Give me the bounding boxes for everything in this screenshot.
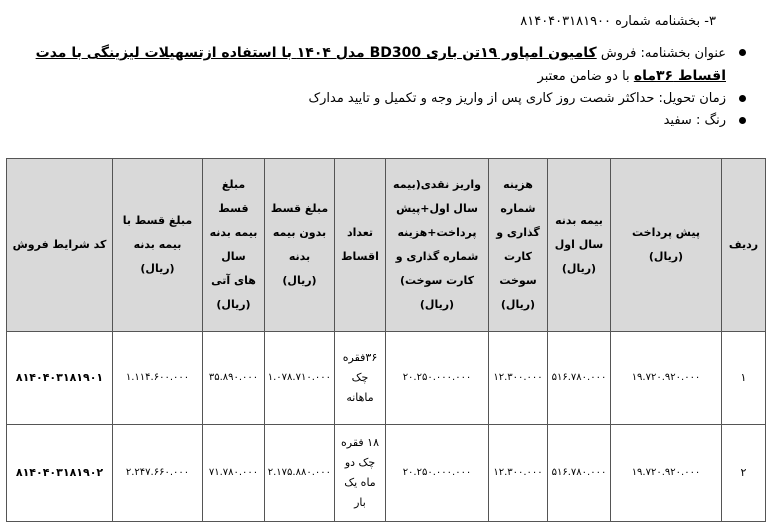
cell-sale-code: ۸۱۴۰۴۰۳۱۸۱۹۰۲	[7, 425, 113, 522]
cell-installments-count: ۳۶فقره چک ماهانه	[335, 332, 386, 425]
cell-installment-with-insurance: ۲.۲۴۷.۶۶۰.۰۰۰	[113, 425, 203, 522]
cell-installment-future-insurance: ۳۵.۸۹۰.۰۰۰	[203, 332, 265, 425]
cell-insurance: ۵۱۶.۷۸۰.۰۰۰	[548, 332, 611, 425]
header-prepayment: پیش پرداخت (ریال)	[611, 159, 722, 332]
cell-cash-deposit: ۲۰.۲۵۰.۰۰۰.۰۰۰	[386, 425, 489, 522]
sales-conditions-table-wrap	[7, 158, 766, 522]
header-installment-future-insurance: مبلغ قسط بیمه بدنه سال های آتی (ریال)	[203, 159, 265, 332]
cell-row-no: ۲	[722, 425, 766, 522]
subject-item	[12, 42, 752, 88]
cell-prepayment: ۱۹.۷۲۰.۹۲۰.۰۰۰	[611, 425, 722, 522]
table-row	[7, 332, 766, 425]
cell-sale-code: ۸۱۴۰۴۰۳۱۸۱۹۰۱	[7, 332, 113, 425]
subject-tail: با دو ضامن معتبر	[537, 69, 634, 84]
header-installments-count: تعداد اقساط	[335, 159, 386, 332]
cell-cash-deposit: ۲۰.۲۵۰.۰۰۰.۰۰۰	[386, 332, 489, 425]
cell-installment-no-insurance: ۱.۰۷۸.۷۱۰.۰۰۰	[265, 332, 335, 425]
cell-installments-count: ۱۸ فقره چک دو ماه یک بار	[335, 425, 386, 522]
table-header-row	[7, 159, 766, 332]
cell-prepayment: ۱۹.۷۲۰.۹۲۰.۰۰۰	[611, 332, 722, 425]
bullet-dot-icon	[739, 117, 746, 124]
cell-installment-with-insurance: ۱.۱۱۴.۶۰۰.۰۰۰	[113, 332, 203, 425]
subject-bold-text: کامیون امپاور ۱۹تن باری BD300 مدل ۱۴۰۴ با استفاده ازتسهیلات لیزینگی با مدت اقساط ۳۶ماه	[35, 45, 726, 84]
header-installment-no-insurance: مبلغ قسط بدون بیمه بدنه (ریال)	[265, 159, 335, 332]
delivery-text: زمان تحویل: حداکثر شصت روز کاری پس از واریز وجه و تکمیل و تایید مدارک	[308, 91, 726, 106]
header-insurance: بیمه بدنه سال اول (ریال)	[548, 159, 611, 332]
table-row	[7, 425, 766, 522]
cell-installment-no-insurance: ۲.۱۷۵.۸۸۰.۰۰۰	[265, 425, 335, 522]
header-sale-code: کد شرایط فروش	[7, 159, 113, 332]
header-row-no: ردیف	[722, 159, 766, 332]
header-plate-cost: هزینه شماره گذاری و کارت سوخت (ریال)	[489, 159, 548, 332]
cell-plate-cost: ۱۲.۳۰۰.۰۰۰	[489, 425, 548, 522]
cell-insurance: ۵۱۶.۷۸۰.۰۰۰	[548, 425, 611, 522]
color-text: رنگ : سفید	[663, 113, 726, 128]
cell-plate-cost: ۱۲.۳۰۰.۰۰۰	[489, 332, 548, 425]
header-cash-deposit: واریز نقدی(بیمه سال اول+پیش پرداخت+هزینه شماره گذاری و کارت سوخت) (ریال)	[386, 159, 489, 332]
bullet-dot-icon	[739, 95, 746, 102]
section-heading: ۳- بخشنامه شماره ۸۱۴۰۴۰۳۱۸۱۹۰۰	[520, 14, 716, 29]
color-item	[12, 110, 752, 132]
sales-conditions-table	[6, 158, 766, 522]
bullet-dot-icon	[739, 49, 746, 56]
header-installment-with-insurance: مبلغ قسط با بیمه بدنه (ریال)	[113, 159, 203, 332]
details-list	[12, 42, 752, 132]
subject-label: عنوان بخشنامه: فروش	[596, 46, 726, 61]
cell-row-no: ۱	[722, 332, 766, 425]
delivery-item	[12, 88, 752, 110]
cell-installment-future-insurance: ۷۱.۷۸۰.۰۰۰	[203, 425, 265, 522]
